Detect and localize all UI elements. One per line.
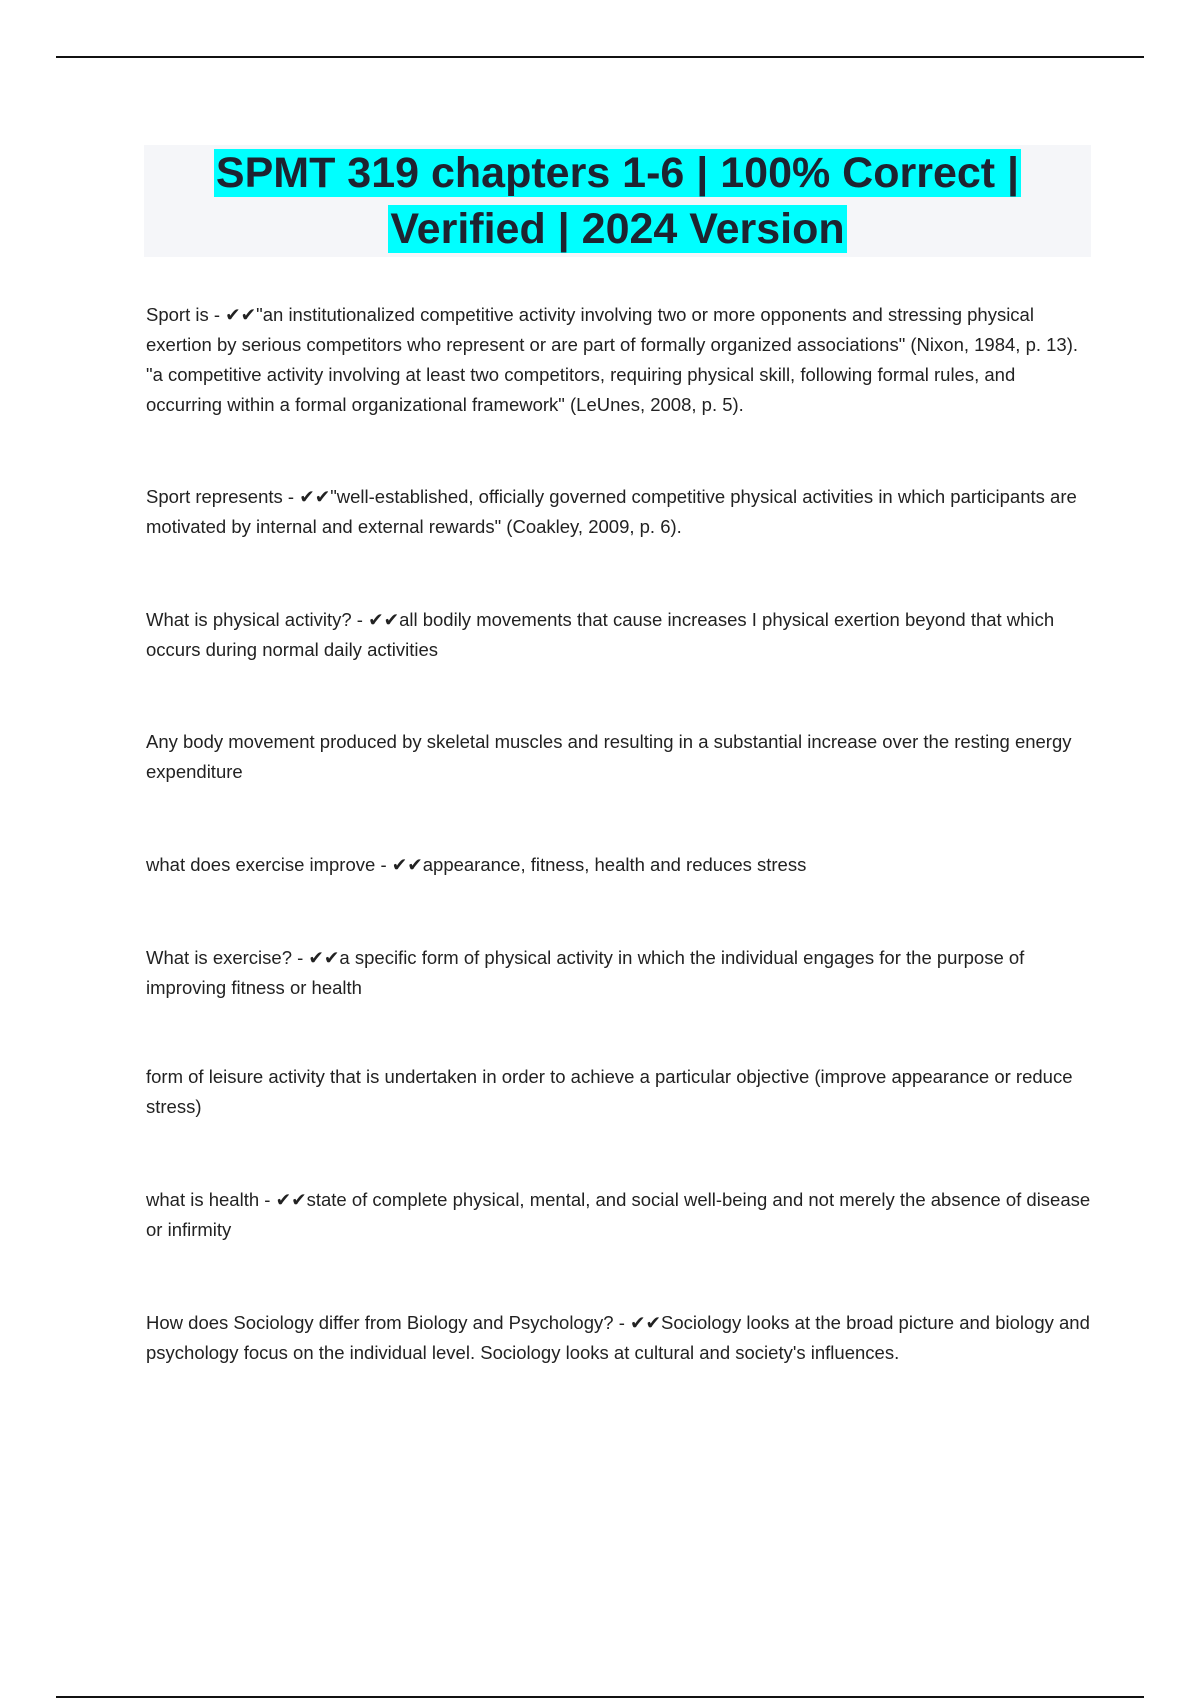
entry-what-is-health: what is health - ✔✔state of complete physical, mental, and social well-being and not merely the absence of disease or infirmity bbox=[146, 1189, 1091, 1240]
entry-exercise-improve: what does exercise improve - ✔✔appearance, fitness, health and reduces stress bbox=[146, 854, 807, 875]
entry-leisure-activity: form of leisure activity that is undertaken in order to achieve a particular objective (improve appearance or reduce stress) bbox=[146, 1066, 1073, 1117]
top-rule bbox=[56, 56, 1144, 58]
entry-sociology-differ: How does Sociology differ from Biology and Psychology? - ✔✔Sociology looks at the broad picture and biology and psychology focus on the individual level. Sociology looks at cultural and society's influences. bbox=[146, 1312, 1090, 1363]
page-title-line-1-text: SPMT 319 chapters 1-6 | 100% Correct | bbox=[215, 149, 1020, 197]
title-block bbox=[144, 145, 1091, 257]
page-title-line-1 bbox=[144, 145, 1091, 201]
page-title-line-2 bbox=[144, 201, 1091, 257]
entry-what-is-exercise: What is exercise? - ✔✔a specific form of physical activity in which the individual engages for the purpose of improving fitness or health bbox=[146, 947, 1025, 998]
entry-sport-is: Sport is - ✔✔"an institutionalized competitive activity involving two or more opponents and stressing physical exertion by serious competitors who represent or are part of formally organized associations" (Nixon, 1984, p. 13). "a competitive activity involving at least two competitors, requiring physical skill, following formal rules, and occurring within a formal organizational framework" (LeUnes, 2008, p. 5). bbox=[146, 304, 1079, 415]
entry-body-movement: Any body movement produced by skeletal muscles and resulting in a substantial increase over the resting energy expenditure bbox=[146, 731, 1072, 782]
bottom-rule bbox=[56, 1696, 1144, 1698]
entry-physical-activity: What is physical activity? - ✔✔all bodily movements that cause increases I physical exertion beyond that which occurs during normal daily activities bbox=[146, 609, 1055, 660]
entry-sport-represents: Sport represents - ✔✔"well-established, officially governed competitive physical activities in which participants are motivated by internal and external rewards" (Coakley, 2009, p. 6). bbox=[146, 486, 1077, 537]
page-title-line-2-text: Verified | 2024 Version bbox=[390, 205, 845, 253]
